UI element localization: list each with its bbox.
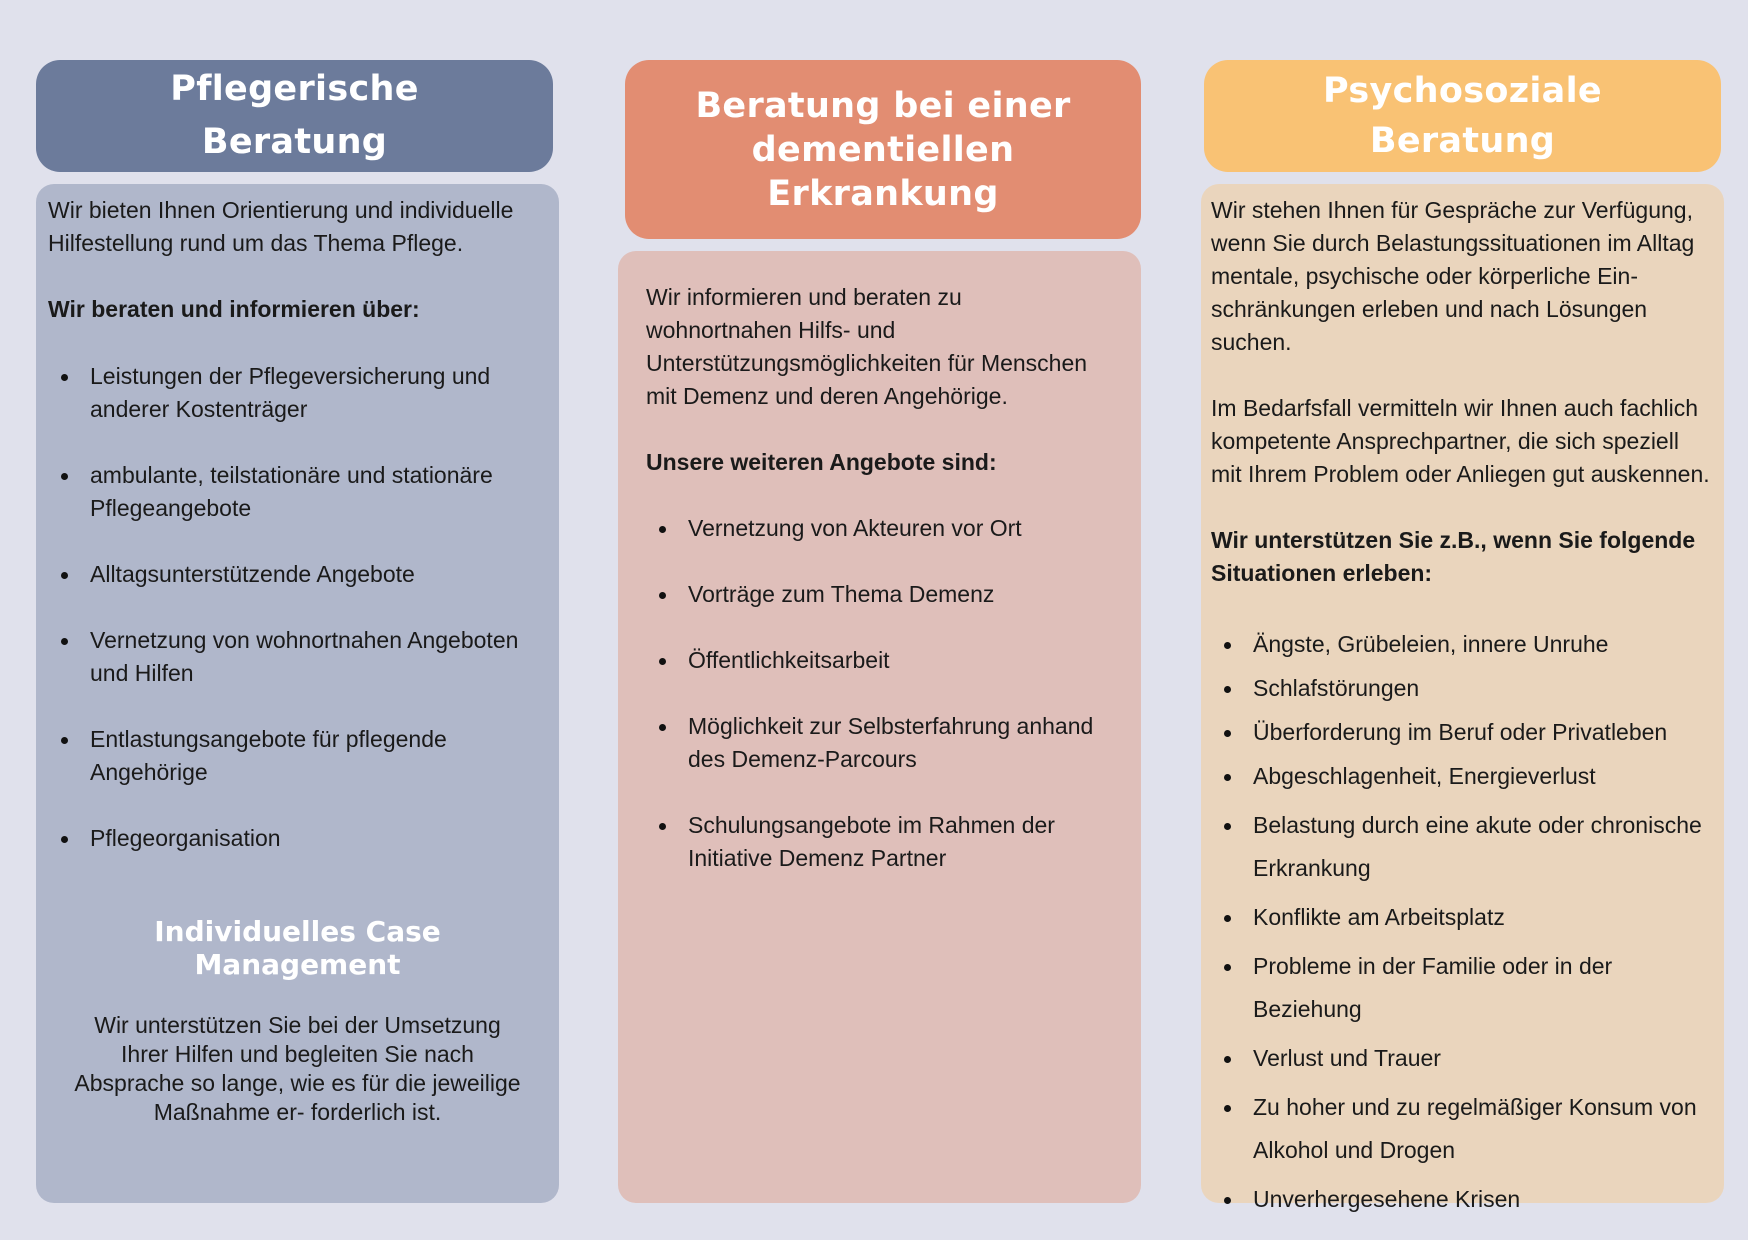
subheading: Unsere weiteren Angebote sind: <box>646 449 997 475</box>
list-item-text: Möglichkeit zur Selbsterfahrung anhand des Demenz-Parcours <box>688 713 1094 772</box>
bullet-icon <box>61 572 68 579</box>
bullet-icon <box>659 823 666 830</box>
bullet-icon <box>61 638 68 645</box>
bullet-icon <box>1224 774 1231 781</box>
list-item <box>1211 1086 1714 1172</box>
bullet-icon <box>1224 686 1231 693</box>
list-item <box>48 723 547 789</box>
list-item <box>646 578 1113 611</box>
header-line: dementiellen <box>751 129 1015 170</box>
list-item-text: Alltagsunterstützende Angebote <box>90 561 415 587</box>
list-item-text: Pflegeorganisation <box>90 825 281 851</box>
list-item <box>646 710 1113 776</box>
list-item-text: Leistungen der Pflegeversicherung und anderer Kostenträger <box>90 363 491 422</box>
list-item-text: Unverhergesehene Krisen <box>1253 1186 1521 1212</box>
header-line: Erkrankung <box>767 173 999 214</box>
list-item-text: Entlastungsangebote für pflegende Angehörige <box>90 726 447 785</box>
list-item <box>48 624 547 690</box>
list-item-text: Konflikte am Arbeitsplatz <box>1253 904 1505 930</box>
service-list <box>48 360 547 855</box>
bullet-icon <box>1224 964 1231 971</box>
intro-text: Wir informieren und beraten zu wohnortnahen Hilfs- und Unterstützungsmöglichkeiten für Menschen mit Demenz und deren Angehörige. <box>646 284 1088 409</box>
list-item <box>1211 945 1714 1031</box>
list-item <box>646 512 1113 545</box>
list-item-text: Probleme in der Familie oder in der Beziehung <box>1253 953 1613 1022</box>
list-item-text: Schlafstörungen <box>1253 675 1420 701</box>
list-item <box>48 459 547 525</box>
intro-text: Wir stehen Ihnen für Gespräche zur Verfügung, wenn Sie durch Belastungssituationen im Alltag mentale, psychische oder körperliche Ein- schränkungen erleben und nach Lösungen suchen. <box>1211 197 1695 355</box>
header-line: Beratung <box>1369 121 1556 161</box>
header-line: Psychosoziale <box>1323 71 1602 111</box>
list-item-text: Abgeschlagenheit, Energieverlust <box>1253 763 1596 789</box>
list-item <box>48 558 547 591</box>
demenz-beratung-header <box>625 60 1141 239</box>
case-management-text: Wir unterstützen Sie bei der Umsetzung Ihrer Hilfen und begleiten Sie nach Absprache so lange, wie es für die jeweilige Maßnahme er- forderlich ist. <box>74 1012 521 1125</box>
header-line: Pflegerische <box>170 69 419 109</box>
list-item <box>1211 901 1714 934</box>
list-item <box>1211 628 1714 661</box>
pflegerische-beratung-panel <box>36 184 559 1203</box>
subheading: Wir beraten und informieren über: <box>48 296 420 322</box>
list-item-text: Vernetzung von wohnortnahen Angeboten und Hilfen <box>90 627 519 686</box>
list-item <box>1211 716 1714 749</box>
list-item-text: Vernetzung von Akteuren vor Ort <box>688 515 1022 541</box>
list-item <box>48 822 547 855</box>
list-item <box>646 809 1113 875</box>
list-item-text: Ängste, Grübeleien, innere Unruhe <box>1253 631 1609 657</box>
psychosoziale-beratung-panel <box>1201 184 1724 1212</box>
bullet-icon <box>659 658 666 665</box>
list-item-text: Vorträge zum Thema Demenz <box>688 581 995 607</box>
bullet-icon <box>1224 915 1231 922</box>
bullet-icon <box>61 374 68 381</box>
bullet-icon <box>61 836 68 843</box>
list-item <box>48 360 547 426</box>
list-item-text: ambulante, teilstationäre und stationäre Pflegeangebote <box>90 462 493 521</box>
list-item-text: Belastung durch eine akute oder chronische Erkrankung <box>1253 812 1702 881</box>
list-item <box>646 644 1113 677</box>
bullet-icon <box>1224 1105 1231 1112</box>
header-line: Beratung bei einer <box>695 85 1071 126</box>
bullet-icon <box>61 473 68 480</box>
offer-list <box>646 512 1113 875</box>
list-item-text: Schulungsangebote im Rahmen der Initiative Demenz Partner <box>688 812 1055 871</box>
list-item <box>1211 672 1714 705</box>
pflegerische-beratung-header <box>36 60 553 172</box>
subheading: Wir unterstützen Sie z.B., wenn Sie folgende Situationen erleben: <box>1211 527 1696 586</box>
bullet-icon <box>659 724 666 731</box>
case-management-title: Individuelles Case Management <box>154 915 441 981</box>
list-item-text: Verlust und Trauer <box>1253 1045 1441 1071</box>
situation-list <box>1211 628 1714 1216</box>
bullet-icon <box>1224 1056 1231 1063</box>
bullet-icon <box>1224 730 1231 737</box>
list-item-text: Öffentlichkeitsarbeit <box>688 647 890 673</box>
list-item <box>1211 1042 1714 1075</box>
list-item <box>1211 804 1714 890</box>
demenz-beratung-panel <box>618 251 1141 1203</box>
bullet-icon <box>1224 1197 1231 1204</box>
list-item <box>1211 1183 1714 1216</box>
list-item-text: Zu hoher und zu regelmäßiger Konsum von Alkohol und Drogen <box>1253 1094 1697 1163</box>
psychosoziale-beratung-header <box>1204 60 1721 172</box>
list-item-text: Überforderung im Beruf oder Privatleben <box>1253 719 1668 745</box>
bullet-icon <box>1224 642 1231 649</box>
bullet-icon <box>659 592 666 599</box>
header-line: Beratung <box>201 122 388 162</box>
list-item <box>1211 760 1714 793</box>
bullet-icon <box>1224 823 1231 830</box>
intro-text: Wir bieten Ihnen Orientierung und individuelle Hilfestellung rund um das Thema Pflege. <box>48 197 514 256</box>
bullet-icon <box>61 737 68 744</box>
bullet-icon <box>659 526 666 533</box>
intro-text-2: Im Bedarfsfall vermitteln wir Ihnen auch fachlich kompetente Ansprechpartner, die sich speziell mit Ihrem Problem oder Anliegen gut auskennen. <box>1211 395 1710 487</box>
